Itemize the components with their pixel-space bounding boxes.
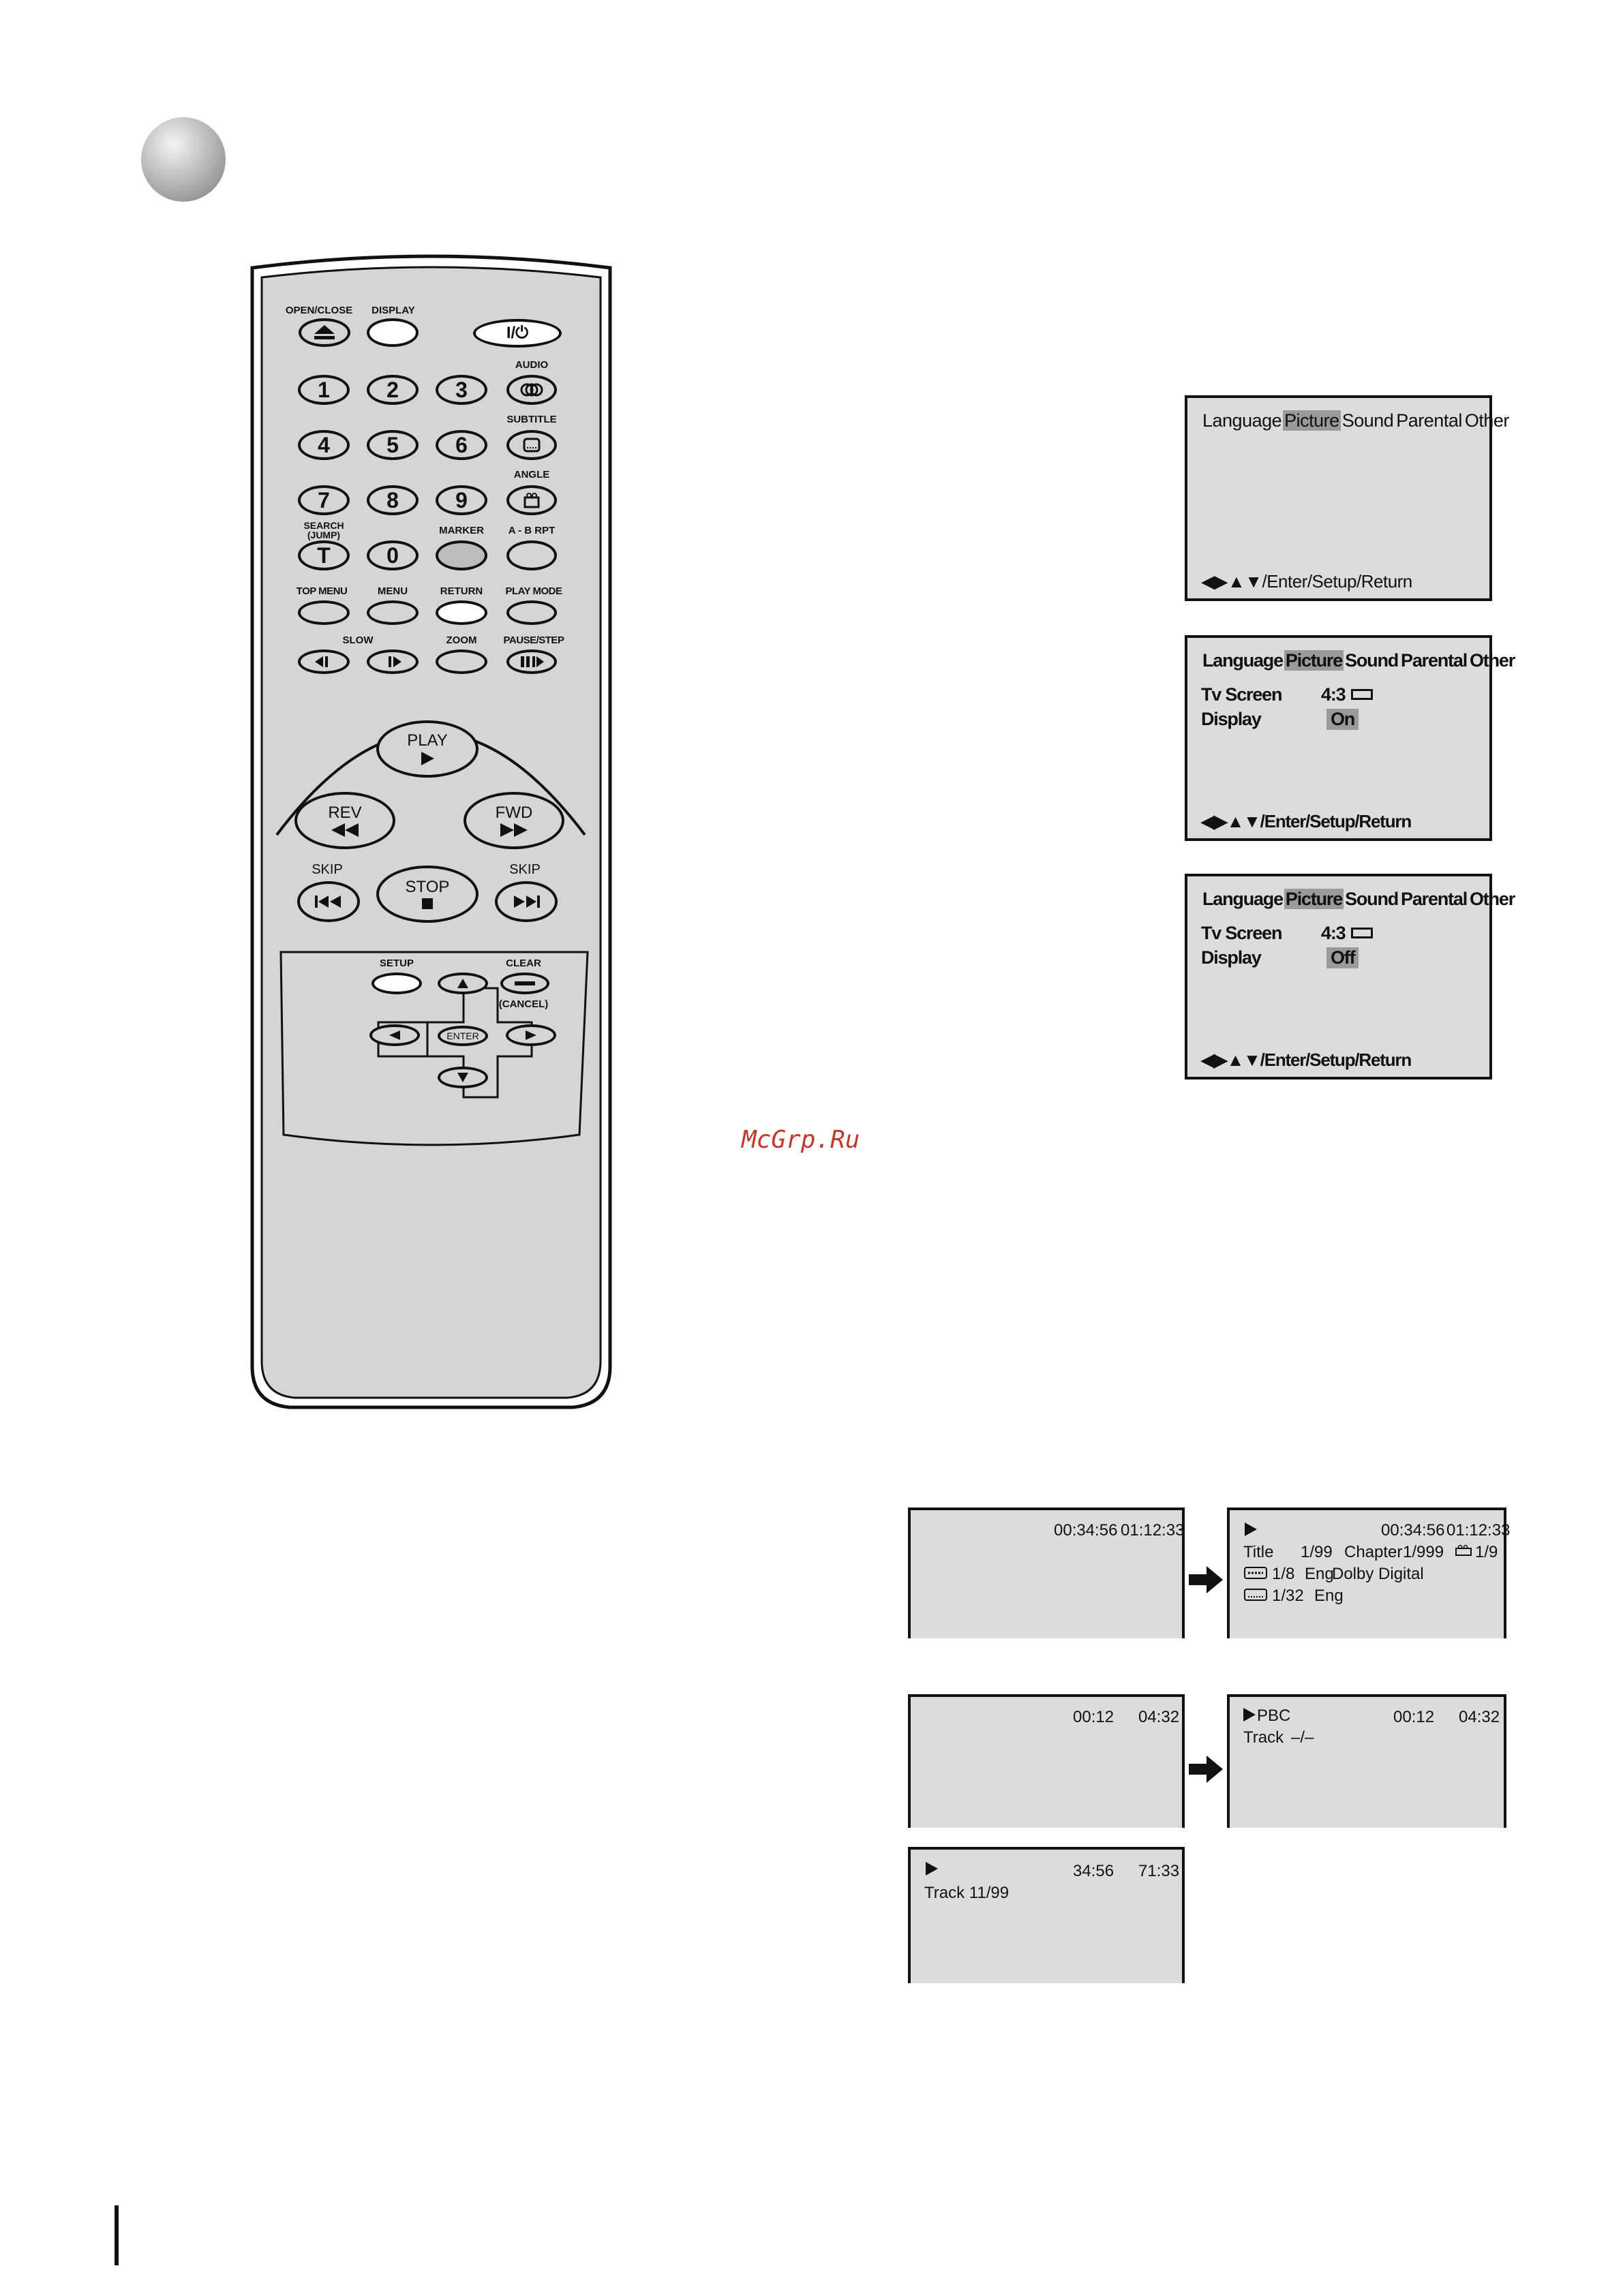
display-label: Display — [1201, 709, 1261, 729]
subtitle-value: 1/32 — [1272, 1587, 1304, 1605]
tab-language: Language — [1202, 650, 1283, 671]
cd-info-screen — [908, 1847, 1185, 1983]
enter-label: ENTER — [446, 1030, 479, 1041]
fwd-label: FWD — [495, 803, 533, 822]
skip-back-icon — [314, 894, 344, 909]
tab-picture: Picture — [1285, 889, 1343, 909]
angle-icon — [523, 492, 541, 508]
track-info: Track 11/99 — [924, 1884, 1010, 1902]
play-mode-label: PLAY MODE — [505, 585, 562, 597]
audio-icon — [1243, 1566, 1268, 1580]
nav-hint: ◀▶▲▼/Enter/Setup/Return — [1201, 1050, 1412, 1070]
rev-label: REV — [328, 803, 362, 822]
section-bullet-circle — [141, 117, 226, 202]
total-time: 04:32 — [1459, 1708, 1500, 1726]
display-button[interactable] — [367, 318, 419, 347]
tv-screen-4-3-icon — [1351, 928, 1373, 938]
nav-left-button[interactable] — [369, 1024, 420, 1046]
digit-1-button[interactable]: 1 — [298, 375, 350, 405]
nav-arrows-icon: ◀▶▲▼ — [1201, 811, 1260, 831]
audio-button[interactable] — [506, 375, 557, 405]
tv-screen-value: 4:3 — [1321, 684, 1346, 705]
clear-label: CLEAR — [506, 958, 541, 969]
stop-label: STOP — [405, 878, 450, 896]
audio-icon — [520, 383, 543, 397]
pause-step-icon — [518, 656, 545, 668]
setup-screen-2 — [1185, 635, 1515, 841]
skip-forward-icon — [511, 894, 541, 909]
total-time: 01:12:33 — [1121, 1521, 1185, 1540]
skip-back-button[interactable] — [297, 881, 360, 922]
pause-step-button[interactable] — [506, 649, 557, 674]
total-time: 71:33 — [1138, 1862, 1180, 1880]
tab-sound: Sound — [1345, 650, 1399, 671]
arrow-up-icon — [457, 978, 469, 989]
elapsed-time: 34:56 — [1073, 1862, 1114, 1880]
audio-value: 1/8 — [1272, 1565, 1295, 1583]
setup-tabs — [1201, 410, 1511, 431]
skip-left-label: SKIP — [312, 862, 343, 877]
vcd-info-full-screen — [1227, 1694, 1506, 1828]
search-label: SEARCH (JUMP) — [303, 520, 344, 540]
dvd-info-brief-screen — [908, 1507, 1185, 1638]
search-jump-button[interactable]: T — [298, 540, 350, 570]
subtitle-button[interactable] — [506, 430, 557, 460]
enter-button[interactable] — [438, 1026, 488, 1046]
page-footer-rule — [115, 2205, 119, 2265]
tab-sound: Sound — [1345, 889, 1399, 909]
arrow-right-icon — [1189, 1566, 1224, 1593]
audio-label: AUDIO — [515, 359, 549, 371]
eject-icon — [314, 325, 335, 340]
return-label: RETURN — [440, 585, 483, 597]
menu-label: MENU — [377, 585, 408, 597]
tv-screen-label: Tv Screen — [1201, 684, 1282, 705]
remote-body-outline — [239, 249, 624, 1414]
tab-sound: Sound — [1341, 410, 1394, 431]
track-value: –/– — [1291, 1728, 1314, 1747]
top-menu-label: TOP MENU — [296, 585, 348, 597]
menu-button[interactable] — [367, 600, 419, 625]
play-icon — [1243, 1521, 1258, 1537]
display-value: On — [1326, 709, 1359, 730]
digit-0-button[interactable]: 0 — [367, 540, 419, 570]
tab-parental: Parental — [1396, 410, 1462, 431]
total-time: 01:12:33 — [1446, 1521, 1511, 1540]
nav-hint: ◀▶▲▼/Enter/Setup/Return — [1201, 571, 1412, 592]
power-icon: I/⏻ — [506, 324, 529, 342]
subtitle-label: SUBTITLE — [506, 414, 557, 425]
power-button[interactable] — [473, 319, 562, 348]
angle-label: ANGLE — [513, 469, 550, 480]
digit-2-button[interactable]: 2 — [367, 375, 419, 405]
skip-forward-button[interactable] — [495, 881, 558, 922]
arrow-right-icon — [525, 1030, 537, 1041]
digit-7-button[interactable]: 7 — [298, 485, 350, 515]
tab-language: Language — [1202, 889, 1283, 909]
slow-forward-button[interactable] — [367, 649, 419, 674]
tab-language: Language — [1202, 410, 1282, 431]
setup-tabs — [1201, 889, 1516, 910]
nav-right-button[interactable] — [506, 1024, 556, 1046]
play-mode-button[interactable] — [506, 600, 557, 625]
nav-up-button[interactable] — [438, 973, 488, 994]
audio-format: Dolby Digital — [1332, 1565, 1424, 1583]
pbc-label: PBC — [1257, 1706, 1291, 1725]
zoom-button[interactable] — [436, 649, 487, 674]
watermark: McGrp.Ru — [742, 1126, 860, 1154]
pause-step-label: PAUSE/STEP — [503, 634, 564, 646]
digit-4-button[interactable]: 4 — [298, 430, 350, 460]
rewind-icon — [330, 823, 360, 838]
tab-other: Other — [1470, 650, 1515, 671]
vcd-info-brief-screen — [908, 1694, 1185, 1828]
title-label: Title — [1243, 1543, 1274, 1561]
arrow-down-icon — [457, 1072, 469, 1083]
audio-language: Eng — [1305, 1565, 1334, 1583]
arrow-left-icon — [389, 1030, 401, 1041]
digit-3-button[interactable]: 3 — [436, 375, 487, 405]
setup-button[interactable] — [371, 973, 422, 994]
tab-other: Other — [1464, 410, 1509, 431]
angle-icon — [1455, 1544, 1474, 1557]
setup-label: SETUP — [379, 958, 414, 969]
return-button[interactable] — [436, 600, 487, 625]
angle-button[interactable] — [506, 485, 557, 515]
display-label: Display — [1201, 947, 1261, 968]
play-icon — [1242, 1706, 1257, 1723]
chapter-label: Chapter — [1344, 1543, 1403, 1561]
digit-8-button[interactable]: 8 — [367, 485, 419, 515]
total-time: 04:32 — [1138, 1708, 1180, 1726]
tab-other: Other — [1470, 889, 1515, 909]
elapsed-time: 00:12 — [1393, 1708, 1435, 1726]
angle-value: 1/9 — [1475, 1543, 1498, 1561]
skip-right-label: SKIP — [509, 862, 541, 877]
subtitle-icon — [1243, 1588, 1268, 1602]
chapter-value: 1/999 — [1403, 1543, 1444, 1561]
digit-9-button[interactable]: 9 — [436, 485, 487, 515]
setup-screen-3 — [1185, 874, 1515, 1080]
digit-5-button[interactable]: 5 — [367, 430, 419, 460]
play-icon — [419, 750, 436, 767]
cancel-label: (CANCEL) — [498, 998, 549, 1010]
tab-picture: Picture — [1284, 410, 1339, 431]
nav-hint: ◀▶▲▼/Enter/Setup/Return — [1201, 811, 1412, 831]
track-label: Track — [1243, 1728, 1284, 1747]
slow-rev-icon — [314, 656, 334, 668]
elapsed-time: 00:34:56 — [1381, 1521, 1445, 1540]
tv-screen-label: Tv Screen — [1201, 923, 1282, 943]
title-value: 1/99 — [1301, 1543, 1333, 1561]
clear-cancel-button[interactable] — [500, 973, 549, 994]
open-close-label: OPEN/CLOSE — [285, 305, 353, 316]
stop-button[interactable] — [376, 866, 479, 923]
nav-arrows-icon: ◀▶▲▼ — [1201, 1050, 1260, 1070]
ab-repeat-button[interactable] — [506, 540, 557, 570]
dvd-info-full-screen — [1227, 1507, 1511, 1638]
setup-tabs — [1201, 650, 1516, 671]
marker-button[interactable] — [436, 540, 487, 570]
play-label: PLAY — [407, 731, 448, 750]
slow-label: SLOW — [342, 634, 374, 646]
display-value: Off — [1326, 947, 1359, 968]
tab-picture: Picture — [1285, 650, 1343, 671]
display-label: DISPLAY — [371, 305, 415, 316]
subtitle-icon — [523, 438, 541, 453]
arrow-right-icon — [1189, 1756, 1224, 1783]
setup-screen-1 — [1185, 395, 1509, 601]
tab-parental: Parental — [1401, 650, 1467, 671]
slow-reverse-button[interactable] — [298, 649, 350, 674]
elapsed-time: 00:12 — [1073, 1708, 1114, 1726]
subtitle-language: Eng — [1314, 1587, 1344, 1605]
open-close-button[interactable] — [299, 318, 350, 347]
nav-arrows-icon: ◀▶▲▼ — [1201, 571, 1262, 592]
slow-fwd-icon — [382, 656, 403, 668]
clear-minus-icon — [515, 981, 535, 986]
play-button[interactable] — [376, 720, 479, 778]
stop-icon — [421, 897, 434, 910]
tv-screen-4-3-icon — [1351, 689, 1373, 700]
marker-label: MARKER — [439, 525, 484, 536]
digit-6-button[interactable]: 6 — [436, 430, 487, 460]
tv-screen-value: 4:3 — [1321, 923, 1346, 943]
remote-control — [239, 249, 624, 1414]
top-menu-button[interactable] — [298, 600, 350, 625]
tab-parental: Parental — [1401, 889, 1467, 909]
zoom-label: ZOOM — [446, 634, 477, 646]
ab-rpt-label: A - B RPT — [508, 525, 556, 536]
rev-button[interactable] — [294, 792, 395, 849]
nav-down-button[interactable] — [438, 1067, 488, 1088]
play-icon — [924, 1861, 939, 1877]
fast-forward-icon — [499, 823, 529, 838]
elapsed-time: 00:34:56 — [1054, 1521, 1118, 1540]
fwd-button[interactable] — [464, 792, 564, 849]
